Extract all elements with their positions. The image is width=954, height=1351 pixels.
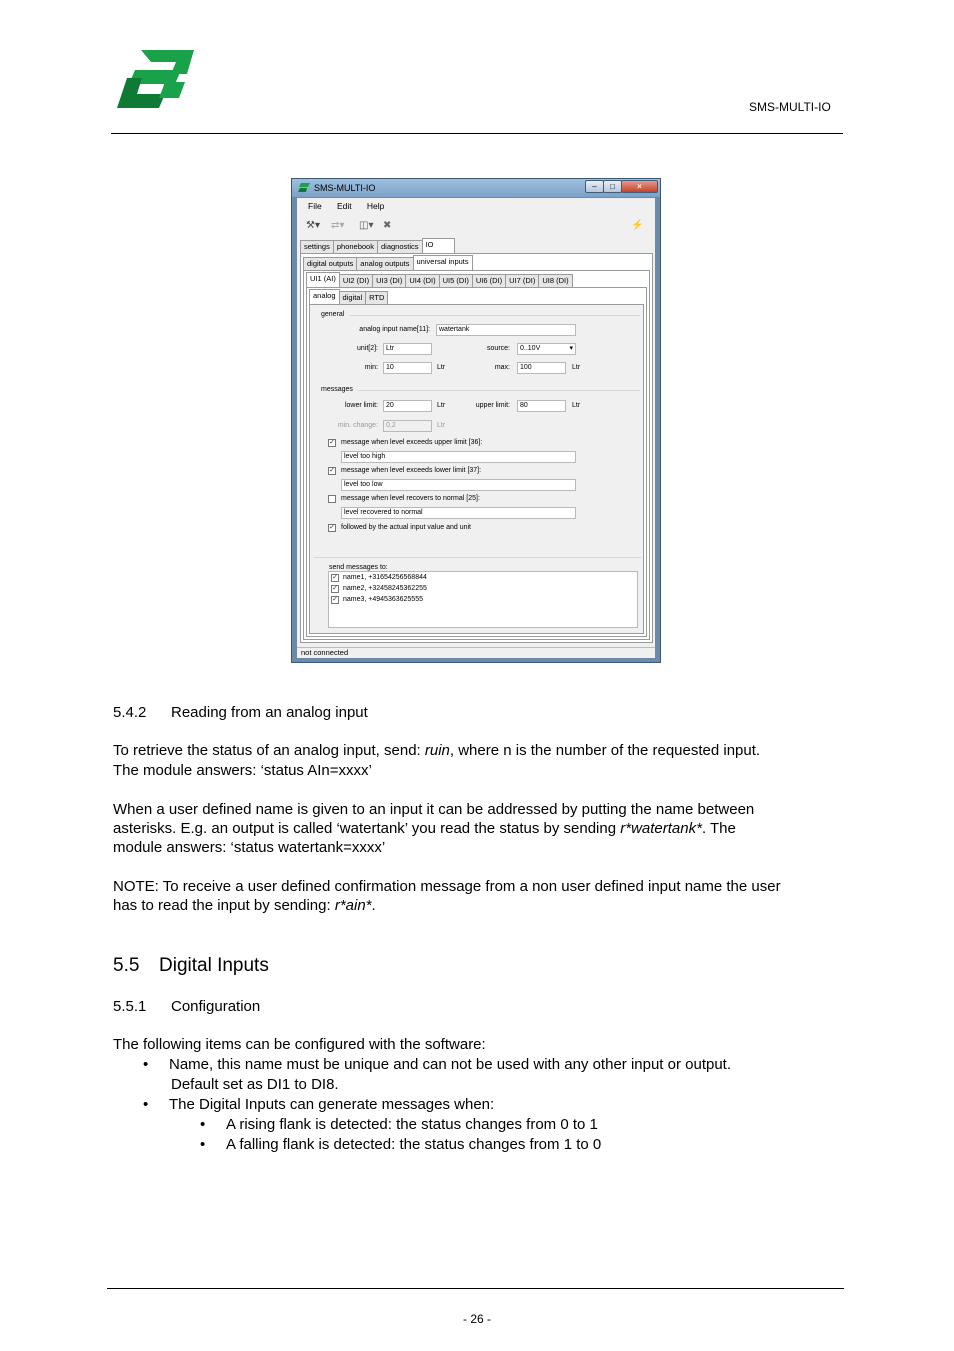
window-title: SMS-MULTI-IO [314, 183, 376, 193]
recipient-checkbox[interactable]: ✓ [332, 574, 338, 581]
universal-inputs-panel [303, 270, 650, 640]
min-change-unit: Ltr [437, 422, 446, 429]
connection-status: not connected [301, 648, 349, 657]
recover-label: message when level recovers to normal [25]: [341, 495, 480, 502]
mode-tabs [309, 291, 387, 304]
tab-analog[interactable]: analog [309, 289, 340, 304]
tab-universal-inputs[interactable]: universal inputs [413, 255, 473, 270]
io-panel [300, 253, 653, 643]
exceed-lower-checkbox[interactable]: ✓ [329, 467, 335, 474]
followed-checkbox[interactable]: ✓ [329, 524, 335, 531]
list-item[interactable] [331, 584, 637, 595]
group-messages: messages [321, 386, 353, 393]
maximize-button[interactable]: □ [603, 180, 622, 193]
paragraph-line [113, 819, 736, 838]
tab-digital[interactable]: digital [339, 291, 367, 304]
io-tabs [303, 257, 472, 270]
tab-ui1[interactable]: UI1 (AI) [306, 272, 340, 287]
minimize-button[interactable]: – [585, 180, 604, 193]
app-icon [298, 183, 310, 192]
tab-ui3[interactable]: UI3 (DI) [372, 274, 406, 287]
footer-divider [107, 1288, 844, 1289]
main-tabs [300, 240, 454, 253]
chevron-down-icon: ▾ [569, 345, 573, 352]
close-button[interactable]: × [621, 180, 658, 193]
source-label: source: [487, 345, 510, 352]
section-heading-5-5-1 [113, 998, 260, 1015]
app-window-screenshot [291, 178, 661, 663]
lower-limit-field[interactable]: 20 [383, 400, 432, 412]
bullet: • [200, 1136, 206, 1153]
unit-label: unit[2]: [356, 345, 378, 352]
device-icon[interactable]: ◫▾ [359, 220, 374, 231]
paragraph [113, 741, 760, 760]
exceed-upper-message-field[interactable]: level too high [341, 451, 576, 463]
tab-ui6[interactable]: UI6 (DI) [472, 274, 506, 287]
tab-ui4[interactable]: UI4 (DI) [405, 274, 439, 287]
list-item [200, 1115, 598, 1134]
section-title: Configuration [171, 998, 261, 1015]
tab-ui8[interactable]: UI8 (DI) [538, 274, 572, 287]
list-item[interactable] [331, 573, 637, 584]
analog-config-panel [309, 304, 644, 634]
exceed-upper-label: message when level exceeds upper limit [36]: [341, 439, 483, 446]
header-divider [111, 133, 843, 134]
analog-input-name-field[interactable]: watertank [436, 324, 576, 336]
paragraph-line [113, 896, 376, 915]
lower-limit-label: lower limit: [344, 402, 378, 409]
tab-diagnostics[interactable]: diagnostics [377, 240, 423, 253]
section-heading-5-5 [113, 955, 269, 977]
plug-icon[interactable]: ⚡ [631, 220, 644, 231]
bullet: • [143, 1096, 149, 1113]
window-client [297, 198, 655, 658]
text: , where n is the number of the requested input. [449, 742, 761, 759]
upper-limit-label: upper limit: [475, 402, 510, 409]
text: The Digital Inputs can generate messages when: [169, 1096, 495, 1113]
source-value: 0..10V [520, 345, 541, 352]
recipient-label: name1, +31654256568844 [343, 574, 427, 581]
recover-checkbox[interactable] [328, 495, 336, 503]
transfer-icon[interactable]: ⇄▾ [331, 220, 345, 231]
min-field[interactable]: 10 [383, 362, 432, 374]
paragraph-line: The module answers: ‘status AIn=xxxx’ [113, 762, 372, 779]
company-logo [115, 48, 195, 110]
text: Name, this name must be unique and can not be used with any other input or output. [169, 1056, 732, 1073]
send-messages-label: send messages to: [329, 564, 388, 571]
max-label: max: [494, 364, 510, 371]
section-number: 5.5.1 [113, 998, 147, 1015]
connect-tool-icon[interactable]: ⚒▾ [306, 220, 320, 231]
upper-limit-field[interactable]: 80 [517, 400, 566, 412]
menu-help[interactable]: Help [366, 201, 385, 211]
tab-phonebook[interactable]: phonebook [333, 240, 378, 253]
text: To retrieve the status of an analog input, send: [113, 742, 425, 759]
toolbar [297, 217, 655, 235]
section-title: Digital Inputs [159, 955, 269, 976]
max-field[interactable]: 100 [517, 362, 566, 374]
tab-ui7[interactable]: UI7 (DI) [505, 274, 539, 287]
tab-digital-outputs[interactable]: digital outputs [303, 257, 357, 270]
text: asterisks. E.g. an output is called ‘watertank’ you read the status by sending [113, 820, 621, 837]
exceed-lower-message-field[interactable]: level too low [341, 479, 576, 491]
followed-label: followed by the actual input value and unit [341, 524, 471, 531]
min-label: min: [364, 364, 378, 371]
list-item-continuation: Default set as DI1 to DI8. [171, 1076, 339, 1093]
lower-limit-unit: Ltr [437, 402, 446, 409]
tab-ui2[interactable]: UI2 (DI) [339, 274, 373, 287]
list-item [200, 1135, 602, 1154]
paragraph-line: NOTE: To receive a user defined confirmation message from a non user defined input name the user [113, 878, 781, 895]
paragraph-line: The following items can be configured with the software: [113, 1036, 486, 1053]
command: r*ain* [334, 897, 372, 914]
ui-tabs [306, 274, 572, 287]
section-number: 5.5 [113, 955, 140, 976]
page-number: - 26 - [462, 1312, 491, 1326]
recipient-checkbox[interactable]: ✓ [332, 585, 338, 592]
paragraph-line: When a user defined name is given to an input it can be addressed by putting the name between [113, 801, 755, 818]
exceed-upper-checkbox[interactable]: ✓ [329, 439, 335, 446]
document-title: SMS-MULTI-IO [749, 100, 831, 114]
separator [358, 390, 640, 391]
group-general: general [321, 311, 345, 318]
text: . [371, 897, 376, 914]
analog-input-name-label: analog input name[11]: [359, 326, 430, 333]
ui1-panel [306, 287, 647, 637]
recipient-checkbox[interactable]: ✓ [332, 596, 338, 603]
tab-analog-outputs[interactable]: analog outputs [356, 257, 413, 270]
menu-edit[interactable]: Edit [336, 201, 352, 211]
list-item [143, 1055, 732, 1074]
bullet: • [143, 1056, 149, 1073]
section-heading-5-4-2 [113, 704, 368, 721]
menu-file[interactable]: File [308, 201, 322, 211]
text: has to read the input by sending: [113, 897, 335, 914]
recover-message-field[interactable]: level recovered to normal [341, 507, 576, 519]
text: A rising flank is detected: the status changes from 0 to 1 [226, 1116, 598, 1133]
section-number: 5.4.2 [113, 704, 147, 721]
command: ruin [424, 742, 450, 759]
max-unit: Ltr [572, 364, 581, 371]
list-item [143, 1095, 495, 1114]
menu-bar [297, 201, 386, 215]
recipient-label: name2, +32458245362255 [343, 585, 427, 592]
text: A falling flank is detected: the status changes from 1 to 0 [226, 1136, 602, 1153]
window-titlebar [292, 179, 660, 197]
tab-rtd[interactable]: RTD [365, 291, 388, 304]
source-select[interactable] [517, 343, 576, 355]
separator [350, 315, 640, 316]
text: . The [701, 820, 736, 837]
unit-field[interactable]: Ltr [383, 343, 432, 355]
tab-ui5[interactable]: UI5 (DI) [439, 274, 473, 287]
tab-settings[interactable]: settings [300, 240, 334, 253]
min-change-field[interactable]: 0,2 [383, 420, 432, 432]
list-item[interactable] [331, 595, 637, 606]
exceed-lower-label: message when level exceeds lower limit [37]: [341, 467, 482, 474]
recipient-label: name3, +4945363625555 [343, 596, 423, 603]
section-title: Reading from an analog input [171, 704, 368, 721]
min-change-label: min. change: [337, 422, 378, 429]
status-bar [297, 647, 655, 658]
delete-icon[interactable]: ✖ [383, 220, 392, 231]
upper-limit-unit: Ltr [572, 402, 581, 409]
command: r*watertank* [620, 820, 702, 837]
bullet: • [200, 1116, 206, 1133]
tab-io[interactable]: IO [422, 238, 455, 253]
paragraph-line: module answers: ‘status watertank=xxxx’ [113, 839, 386, 856]
separator [314, 557, 641, 558]
recipients-list[interactable] [328, 571, 638, 628]
min-unit: Ltr [437, 364, 446, 371]
